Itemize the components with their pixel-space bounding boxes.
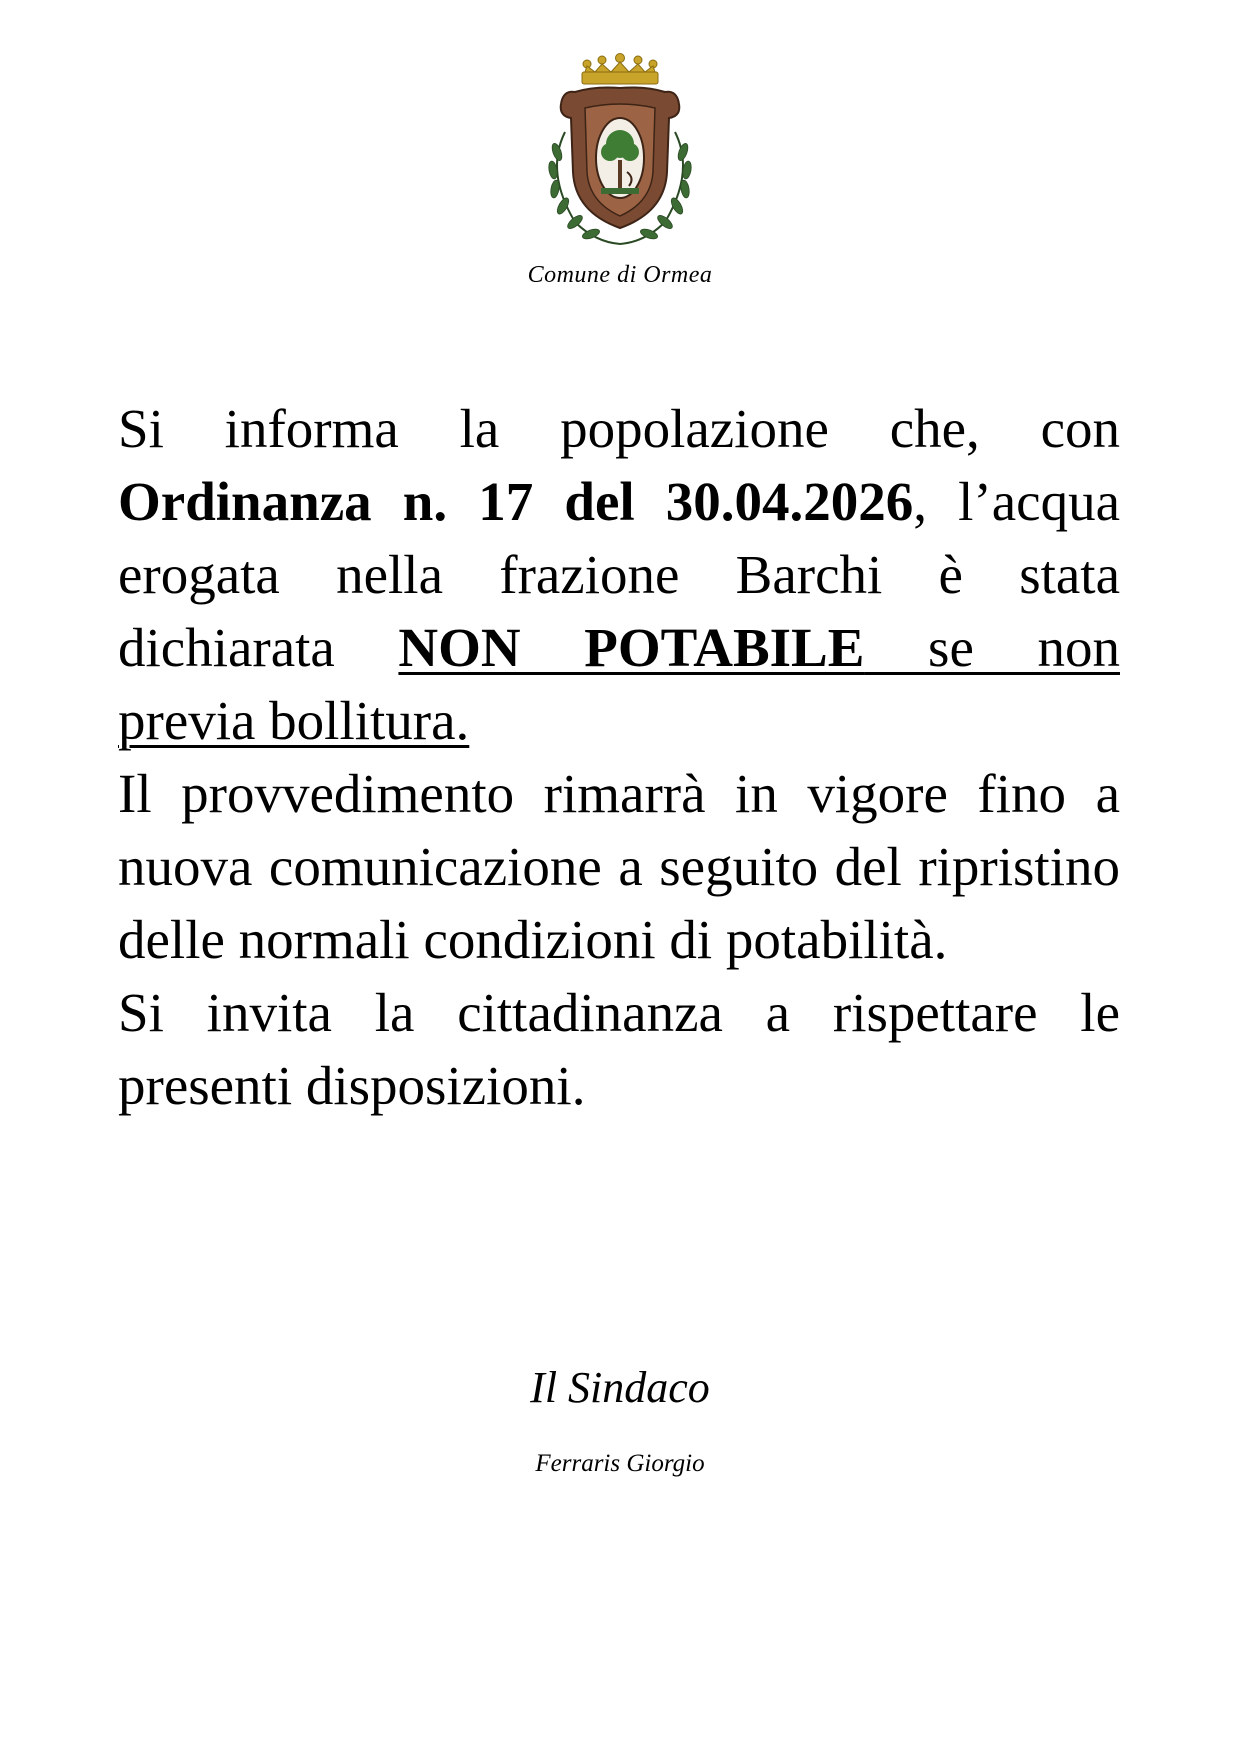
municipality-name: Comune di Ormea — [527, 262, 713, 288]
notice-line: Si informa la popolazione che, con — [118, 398, 1120, 459]
notice-paragraph-2: Il provvedimento rimarrà in vigore fino a nuova comunicazione a seguito del ripristino delle normali condizioni di potabilità. — [118, 763, 1120, 970]
notice-paragraph-1 — [118, 392, 1120, 757]
coat-of-arms-emblem — [535, 52, 705, 252]
notice-text: dichiarata — [118, 617, 399, 678]
notice-body — [118, 392, 1120, 1122]
notice-line — [118, 465, 1120, 538]
ordinance-reference: Ordinanza n. 17 del 30.04.2026 — [118, 471, 914, 532]
boiling-requirement: previa bollitura. — [118, 690, 470, 751]
non-potable-highlight: NON POTABILE — [398, 617, 865, 678]
notice-line — [118, 611, 1120, 684]
notice-paragraph-3: Si invita la cittadinanza a rispettare le presenti disposizioni. — [118, 982, 1120, 1116]
signature-name: Ferraris Giorgio — [535, 1450, 705, 1477]
signature-title: Il Sindaco — [530, 1363, 710, 1412]
crown — [582, 54, 658, 85]
notice-text: , l’acqua — [913, 471, 1120, 532]
notice-text: se non — [864, 617, 1120, 678]
notice-line: erogata nella frazione Barchi è stata — [118, 544, 1120, 605]
